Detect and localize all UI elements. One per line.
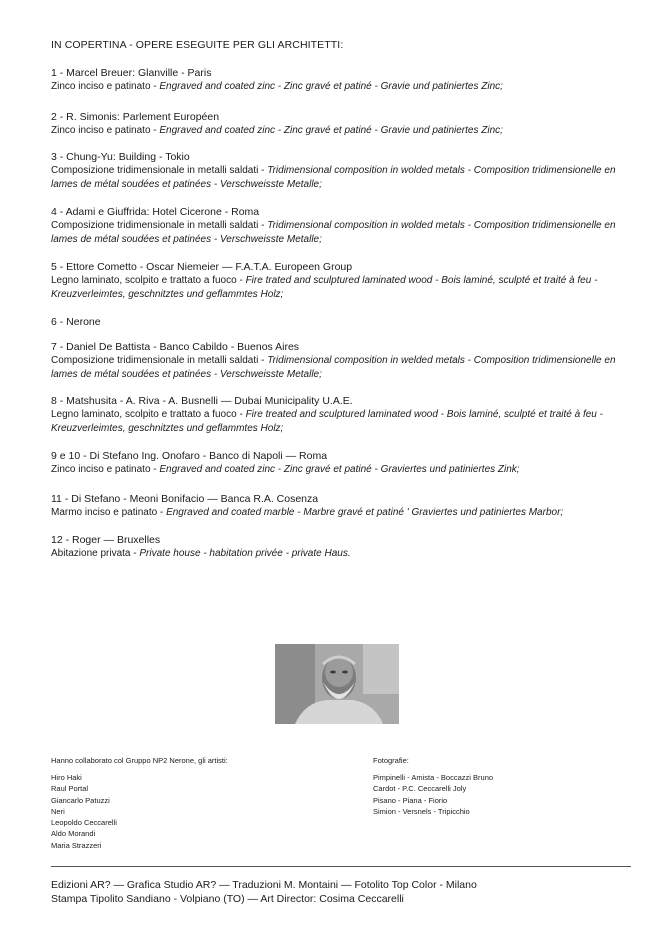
- entry-6: [51, 315, 636, 329]
- entry-title: 11 - Di Stefano - Meoni Bonifacio — Banca R.A. Cosenza: [51, 493, 319, 505]
- entry-title: 5 - Ettore Cometto - Oscar Niemeier — F.A.T.A. Europeen Group: [51, 261, 353, 273]
- credits-line: Edizioni AR? — Grafica Studio AR? — Traduzioni M. Montaini — Fotolito Top Color - Milano: [51, 879, 477, 891]
- credits: [51, 878, 477, 906]
- entry-title: 12 - Roger — Bruxelles: [51, 534, 161, 546]
- entry-8: [51, 394, 636, 435]
- entry-desc-italian: Composizione tridimensionale in metalli saldati -: [51, 165, 268, 176]
- entry-description: [51, 274, 636, 301]
- page-heading: IN COPERTINA - OPERE ESEGUITE PER GLI ARCHITETTI:: [51, 39, 344, 51]
- entry-1: [51, 66, 636, 94]
- entry-title: 1 - Marcel Breuer: Glanville - Paris: [51, 67, 212, 79]
- collaborator-name: Aldo Morandi: [51, 829, 96, 839]
- entry-desc-italian: Zinco inciso e patinato -: [51, 464, 160, 475]
- entry-description: [51, 354, 636, 381]
- entry-title: 9 e 10 - Di Stefano Ing. Onofaro - Banco di Napoli — Roma: [51, 450, 328, 462]
- entry-desc-italian: Composizione tridimensionale in metalli saldati -: [51, 220, 268, 231]
- entry-description: [51, 124, 636, 138]
- entry-desc-translations: Engraved and coated zinc - Zinc gravé et patiné - Gravie und patiniertes Zinc;: [159, 125, 503, 136]
- entry-description: [51, 408, 636, 435]
- collaborator-name: Giancarlo Patuzzi: [51, 795, 110, 805]
- entry-desc-translations: Tridimensional composition in welded metals - Composition tridimensionelle en lames de métal soudées et patinées - Verschweisste Metalle;: [51, 355, 616, 380]
- entry-title: 8 - Matshusita - A. Riva - A. Busnelli — Dubai Municipality U.A.E.: [51, 395, 353, 407]
- entry-title: 4 - Adami e Giuffrida: Hotel Cicerone - Roma: [51, 206, 260, 218]
- entry-desc-italian: Composizione tridimensionale in metalli saldati -: [51, 355, 268, 366]
- entry-description: [51, 164, 636, 191]
- photographs-list: [373, 772, 493, 817]
- entry-desc-italian: Zinco inciso e patinato -: [51, 125, 160, 136]
- portrait-photo: [275, 644, 399, 724]
- entry-desc-translations: Fire treated and sculptured laminated wood - Bois laminé, sculpté et traité à feu - Kreuzverleimtes, geschnitztes und geflammtes Holz;: [51, 409, 603, 434]
- entry-title: 2 - R. Simonis: Parlement Européen: [51, 111, 220, 123]
- photographer-line: Cardot - P.C. Ceccarelli Joly: [373, 784, 467, 794]
- entry-7: [51, 340, 636, 381]
- entry-12: [51, 533, 636, 561]
- entry-desc-translations: Fire trated and sculptured laminated wood - Bois laminé, sculpté et traité à feu - Kreuzverleimtes, geschnitztes und geflammtes Holz;: [51, 275, 598, 300]
- entry-title: 3 - Chung-Yu: Building - Tokio: [51, 151, 190, 163]
- collaborator-name: Maria Strazzeri: [51, 840, 102, 850]
- collaborators-list: [51, 772, 117, 851]
- entry-desc-italian: Abitazione privata -: [51, 548, 140, 559]
- entry-2: [51, 110, 636, 138]
- photographer-line: Pisano - Piana - Fiorio: [373, 795, 448, 805]
- entry-5: [51, 260, 636, 301]
- collaborator-name: Hiro Haki: [51, 773, 82, 782]
- entry-description: [51, 80, 636, 94]
- entry-description: [51, 547, 636, 561]
- entry-desc-translations: Engraved and coated marble - Marbre gravé et patiné ' Graviertes und patiniertes Marbor;: [166, 507, 564, 518]
- entry-11: [51, 492, 636, 520]
- entry-desc-translations: Engraved and coated zinc - Zinc gravé et patiné - Gravie und patiniertes Zinc;: [159, 81, 503, 92]
- collaborator-name: Raul Portal: [51, 784, 89, 794]
- entry-desc-italian: Zinco inciso e patinato -: [51, 81, 160, 92]
- entry-description: [51, 506, 636, 520]
- entry-3: [51, 150, 636, 191]
- entry-description: [51, 463, 636, 477]
- collaborator-name: Neri: [51, 806, 65, 816]
- entry-desc-translations: Private house - habitation privée - private Haus.: [139, 548, 351, 559]
- photographer-line: Simion - Versnels - Tripicchio: [373, 806, 470, 816]
- entry-desc-italian: Legno laminato, scolpito e trattato a fuoco -: [51, 275, 246, 286]
- photographs-title: Fotografie:: [373, 756, 409, 765]
- entry-desc-translations: Tridimensional composition in wolded metals - Composition tridimensionelle en lames de métal soudées et patinées - Verschweisste Metalle;: [51, 165, 616, 190]
- collaborators-title: Hanno collaborato col Gruppo NP2 Nerone, gli artisti:: [51, 756, 228, 765]
- entry-desc-translations: Engraved and coated zinc - Zinc gravé et patiné - Graviertes und patiniertes Zink;: [159, 464, 520, 475]
- entry-4: [51, 205, 636, 246]
- credits-line: Stampa Tipolito Sandiano - Volpiano (TO) — Art Director: Cosima Ceccarelli: [51, 893, 404, 905]
- photographer-line: Pimpinelli - Amista - Boccazzi Bruno: [373, 773, 494, 782]
- entry-desc-italian: Marmo inciso e patinato -: [51, 507, 167, 518]
- entry-desc-translations: Tridimensional composition in wolded metals - Composition tridimensionelle en lames de métal soudées et patinées - Verschweisste Metalle;: [51, 220, 616, 245]
- entry-description: [51, 219, 636, 246]
- entry-title: 6 - Nerone: [51, 316, 101, 328]
- divider: [51, 866, 631, 867]
- entry-9-10: [51, 449, 636, 477]
- portrait-photo-graphic: [275, 644, 399, 724]
- entry-desc-italian: Legno laminato, scolpito e trattato a fuoco -: [51, 409, 246, 420]
- collaborator-name: Leopoldo Ceccarelli: [51, 818, 117, 828]
- entry-title: 7 - Daniel De Battista - Banco Cabildo - Buenos Aires: [51, 341, 300, 353]
